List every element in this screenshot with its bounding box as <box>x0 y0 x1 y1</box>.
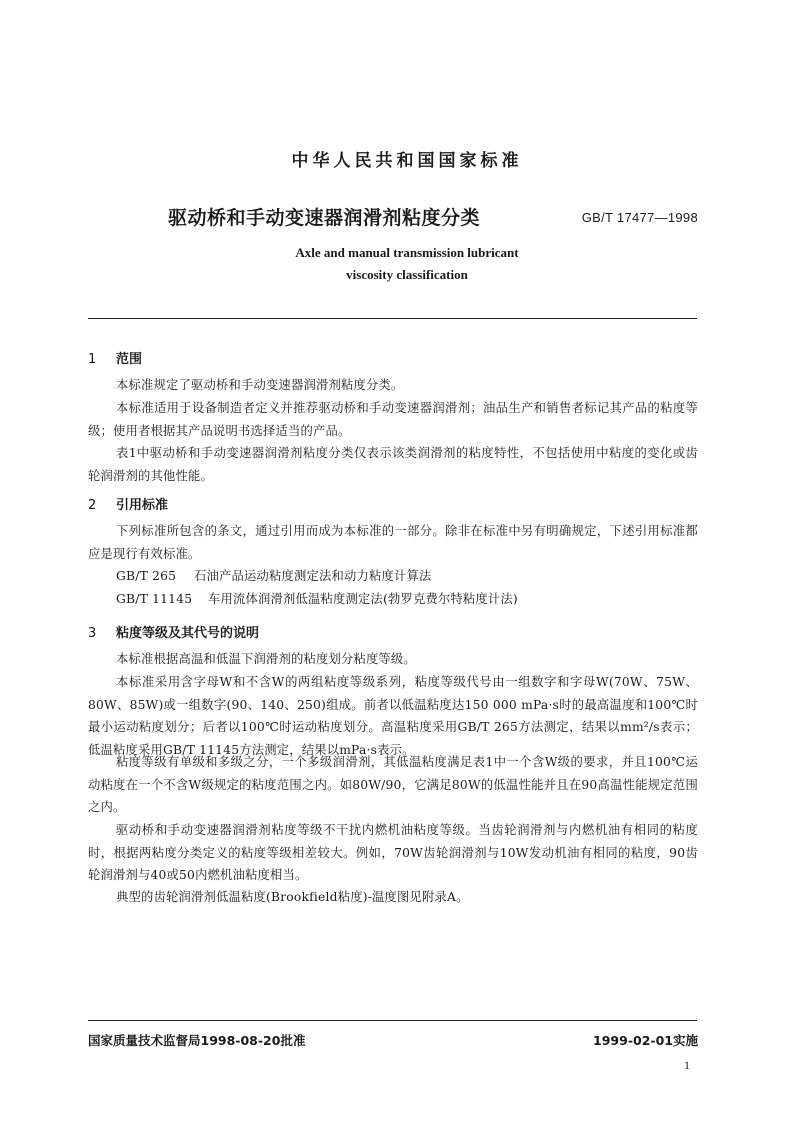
reference-code: GB/T 11145 <box>116 592 193 606</box>
section-3-heading <box>88 622 259 641</box>
effective-date: 1999-02-01实施 <box>593 1033 698 1048</box>
standard-code: GB/T 17477—1998 <box>581 210 698 225</box>
section-3-title: 粘度等级及其代号的说明 <box>116 626 260 641</box>
section-3-paragraph: 本标准采用含字母W和不含W的两组粘度等级系列，粘度等级代号由一组数字和字母W(70W、75W、80W、85W)或一组数字(90、140、250)组成。前者以低温粘度达150 000 mPa·s时的最高温度和100℃时最小运动粘度划分；后者以100℃时运动粘度划分。高温粘度采用GB/T 265方法测定，结果以mm²/s表示；低温粘度采用GB/T 11145方法测定，结果以mPa·s表示。 <box>88 675 698 757</box>
section-1-paragraph: 表1中驱动桥和手动变速器润滑剂粘度分类仅表示该类润滑剂的粘度特性，不包括使用中粘度的变化或齿轮润滑剂的其他性能。 <box>88 446 698 483</box>
reference-item <box>116 565 431 588</box>
section-2-heading <box>88 494 168 513</box>
document-title-cn: 驱动桥和手动变速器润滑剂粘度分类 <box>168 207 481 229</box>
national-standard-heading: 中华人民共和国国家标准 <box>291 151 523 171</box>
section-1-number: 1 <box>88 352 97 367</box>
section-3-paragraph: 驱动桥和手动变速器润滑剂粘度等级不干扰内燃机油粘度等级。当齿轮润滑剂与内燃机油有相同的粘度时，根据两粘度分类定义的粘度等级相差较大。例如，70W齿轮润滑剂与10W发动机油有相同的粘度，90齿轮润滑剂与40或50内燃机油粘度相当。 <box>88 823 698 882</box>
document-title-en-line2: viscosity classification <box>346 267 468 282</box>
section-2-paragraph: 下列标准所包含的条文，通过引用而成为本标准的一部分。除非在标准中另有明确规定，下述引用标准都应是现行有效标准。 <box>88 524 698 561</box>
section-1-paragraph: 本标准规定了驱动桥和手动变速器润滑剂粘度分类。 <box>116 378 404 392</box>
reference-code: GB/T 265 <box>116 569 177 583</box>
section-2-number: 2 <box>88 498 97 513</box>
header-divider <box>88 318 697 319</box>
page-number: 1 <box>684 1058 690 1072</box>
section-2-title: 引用标准 <box>116 498 169 513</box>
section-1-paragraph: 本标准适用于设备制造者定义并推荐驱动桥和手动变速器润滑剂；油品生产和销售者标记其产品的粘度等级；使用者根据其产品说明书选择适当的产品。 <box>88 401 698 438</box>
section-3-number: 3 <box>88 626 97 641</box>
section-3-paragraph: 本标准根据高温和低温下润滑剂的粘度划分粘度等级。 <box>116 652 416 666</box>
reference-item <box>116 588 518 611</box>
section-1-title: 范围 <box>116 352 143 367</box>
section-3-paragraph: 典型的齿轮润滑剂低温粘度(Brookfield粘度)-温度图见附录A。 <box>116 890 469 904</box>
approval-line: 国家质量技术监督局1998-08-20批准 <box>88 1033 306 1048</box>
section-1-heading <box>88 348 142 367</box>
footer-divider <box>88 1020 697 1021</box>
reference-title: 石油产品运动粘度测定法和动力粘度计算法 <box>194 569 432 583</box>
section-3-paragraph: 粘度等级有单级和多级之分，一个多级润滑剂，其低温粘度满足表1中一个含W级的要求，并且100℃运动粘度在一个不含W级规定的粘度范围之内。如80W/90，它满足80W的低温性能并且在90高温性能规定范围之内。 <box>88 755 698 814</box>
reference-title: 车用流体润滑剂低温粘度测定法(勃罗克费尔特粘度计法) <box>208 592 518 606</box>
document-title-en-line1: Axle and manual transmission lubricant <box>295 245 519 260</box>
